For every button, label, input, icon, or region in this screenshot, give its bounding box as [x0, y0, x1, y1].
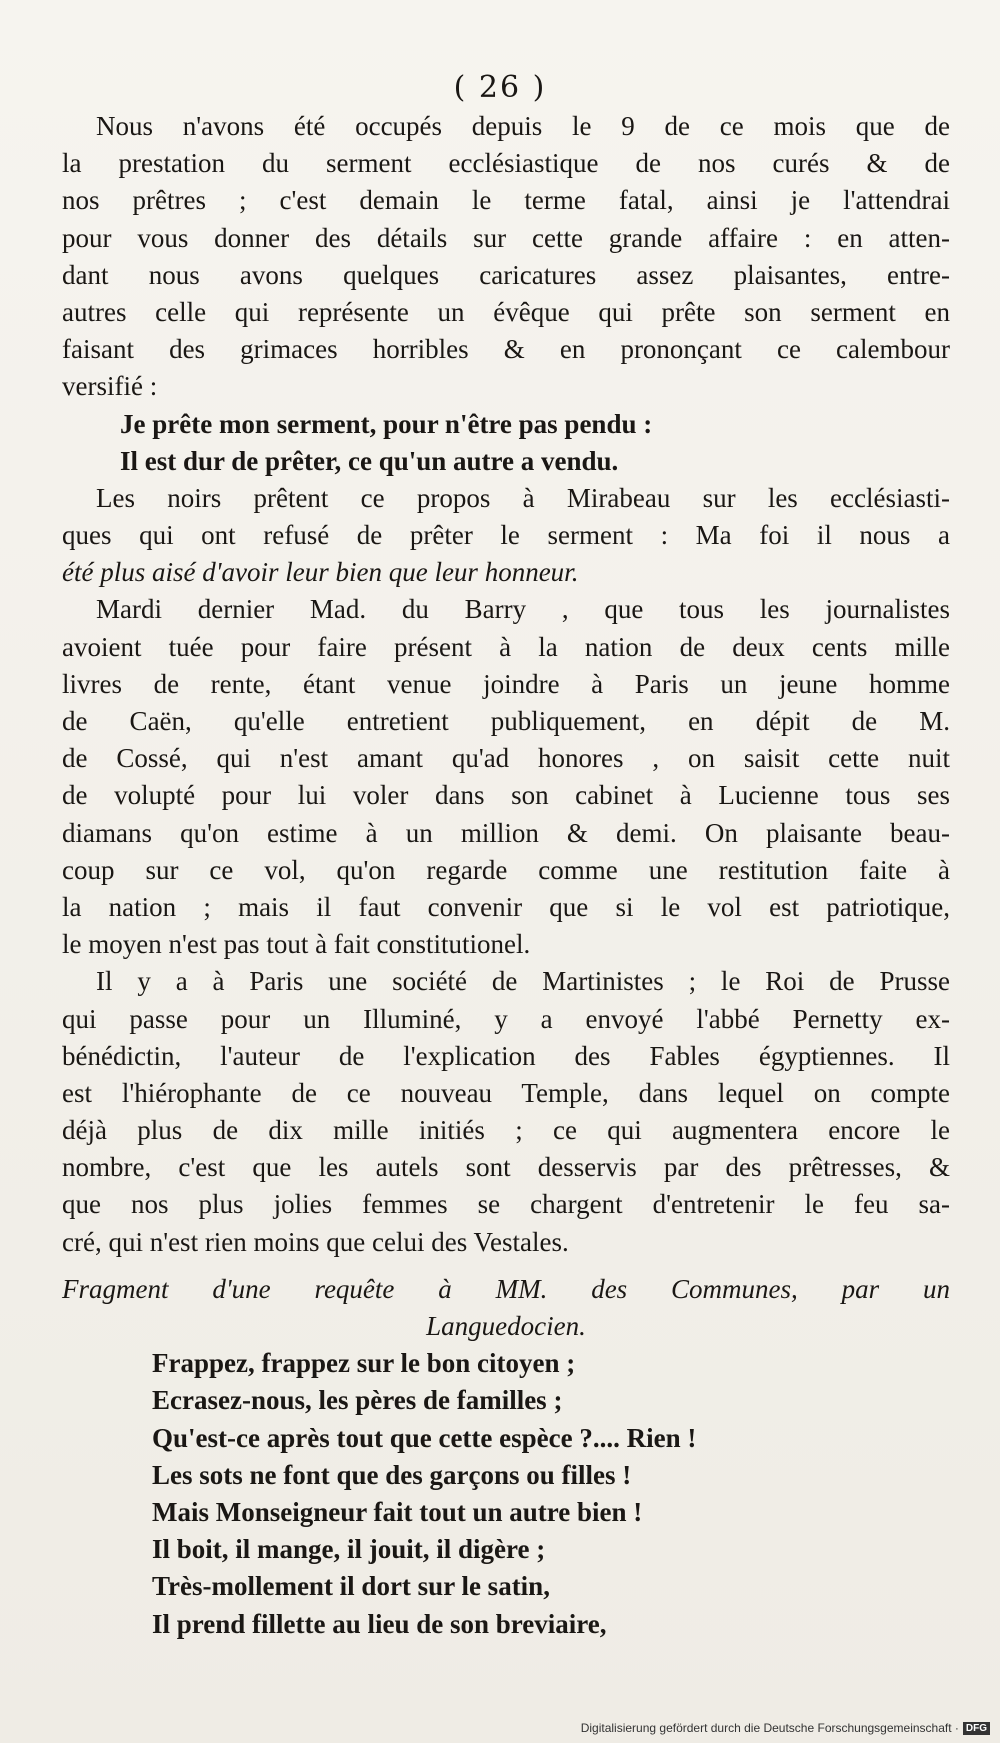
text-line: Il y a à Paris une société de Martinistes ; le Roi de Prusse	[96, 966, 950, 997]
verse-line: Il est dur de prêter, ce qu'un autre a vendu.	[120, 445, 619, 476]
text-line: faisant des grimaces horribles & en prononçant ce calembour	[62, 334, 950, 365]
text-line: livres de rente, étant venue joindre à Paris un jeune homme	[62, 668, 950, 699]
poem-line: Les sots ne font que des garçons ou filles !	[152, 1459, 632, 1490]
page-number: ( 26 )	[453, 70, 547, 105]
poem-line: Qu'est-ce après tout que cette espèce ?.... Rien !	[152, 1422, 697, 1453]
text-line: avoient tuée pour faire présent à la nation de deux cents mille	[62, 631, 950, 662]
text-line: la prestation du serment ecclésiastique de nos curés & de	[62, 148, 950, 179]
text-line: de Caën, qu'elle entretient publiquement, en dépit de M.	[62, 706, 950, 736]
verse-line: Je prête mon serment, pour n'être pas pendu :	[120, 408, 653, 439]
text-line: autres celle qui représente un évêque qui prête son serment en	[62, 296, 950, 327]
text-line: que nos plus jolies femmes se chargent d'entretenir le feu sa-	[62, 1189, 950, 1220]
poem	[62, 1345, 950, 1643]
text-line: Nous n'avons été occupés depuis le 9 de ce mois que de	[96, 111, 950, 141]
text-line: bénédictin, l'auteur de l'explication des Fables égyptiennes. Il	[62, 1040, 950, 1071]
poem-line: Mais Monseigneur fait tout un autre bien !	[152, 1496, 643, 1527]
text-line: versifié :	[62, 371, 158, 402]
poem-line: Il prend fillette au lieu de son breviaire,	[152, 1608, 607, 1639]
text-line: la nation ; mais il faut convenir que si le vol est patriotique,	[62, 891, 950, 922]
text-line: Les noirs prêtent ce propos à Mirabeau sur les ecclésiasti-	[96, 482, 950, 513]
text-line: cré, qui n'est rien moins que celui des Vestales.	[62, 1226, 569, 1257]
paragraph-4	[62, 963, 950, 1261]
text-line: diamans qu'on estime à un million & demi. On plaisante beau-	[62, 817, 950, 848]
text-line: de Cossé, qui n'est amant qu'ad honores , on saisit cette nuit	[62, 743, 950, 774]
heading-line: Languedocien.	[426, 1311, 586, 1341]
text-line: nos prêtres ; c'est demain le terme fatal, ainsi je l'attendrai	[62, 185, 950, 216]
text-line: nombre, c'est que les autels sont desservis par des prêtresses, &	[62, 1152, 950, 1183]
dfg-logo: DFG	[963, 1722, 990, 1735]
paragraph-1	[62, 108, 950, 406]
text-line: est l'hiérophante de ce nouveau Temple, dans lequel on compte	[62, 1077, 950, 1108]
poem-line: Très-mollement il dort sur le satin,	[152, 1571, 550, 1602]
text-line: ques qui ont refusé de prêter le serment : Ma foi il nous a	[62, 520, 950, 551]
text-line: Mardi dernier Mad. du Barry , que tous les journalistes	[96, 594, 950, 625]
poem-line: Frappez, frappez sur le bon citoyen ;	[152, 1348, 576, 1379]
paragraph-3	[62, 591, 950, 963]
page-body	[62, 108, 950, 1643]
spacer	[62, 1261, 950, 1271]
heading-line: Fragment d'une requête à MM. des Communes, par un	[62, 1273, 950, 1304]
text-line: de volupté pour lui voler dans son cabinet à Lucienne tous ses	[62, 780, 950, 811]
text-line: été plus aisé d'avoir leur bien que leur honneur.	[62, 557, 579, 588]
credit-text: Digitalisierung gefördert durch die Deutsche Forschungsgemeinschaft ·	[580, 1721, 959, 1735]
poem-line: Il boit, il mange, il jouit, il digère ;	[152, 1534, 546, 1565]
paragraph-2	[62, 480, 950, 592]
text-line: dant nous avons quelques caricatures assez plaisantes, entre-	[62, 259, 950, 290]
couplet	[62, 406, 950, 480]
text-line: qui passe pour un Illuminé, y a envoyé l'abbé Pernetty ex-	[62, 1003, 950, 1034]
fragment-heading	[62, 1271, 950, 1345]
digitization-credit	[581, 1721, 990, 1735]
text-line: pour vous donner des détails sur cette grande affaire : en atten-	[62, 222, 950, 253]
text-line: déjà plus de dix mille initiés ; ce qui augmentera encore le	[62, 1115, 950, 1146]
text-line: coup sur ce vol, qu'on regarde comme une restitution faite à	[62, 854, 950, 885]
poem-line: Ecrasez-nous, les pères de familles ;	[152, 1385, 563, 1416]
text-line: le moyen n'est pas tout à fait constitutionel.	[62, 929, 531, 960]
